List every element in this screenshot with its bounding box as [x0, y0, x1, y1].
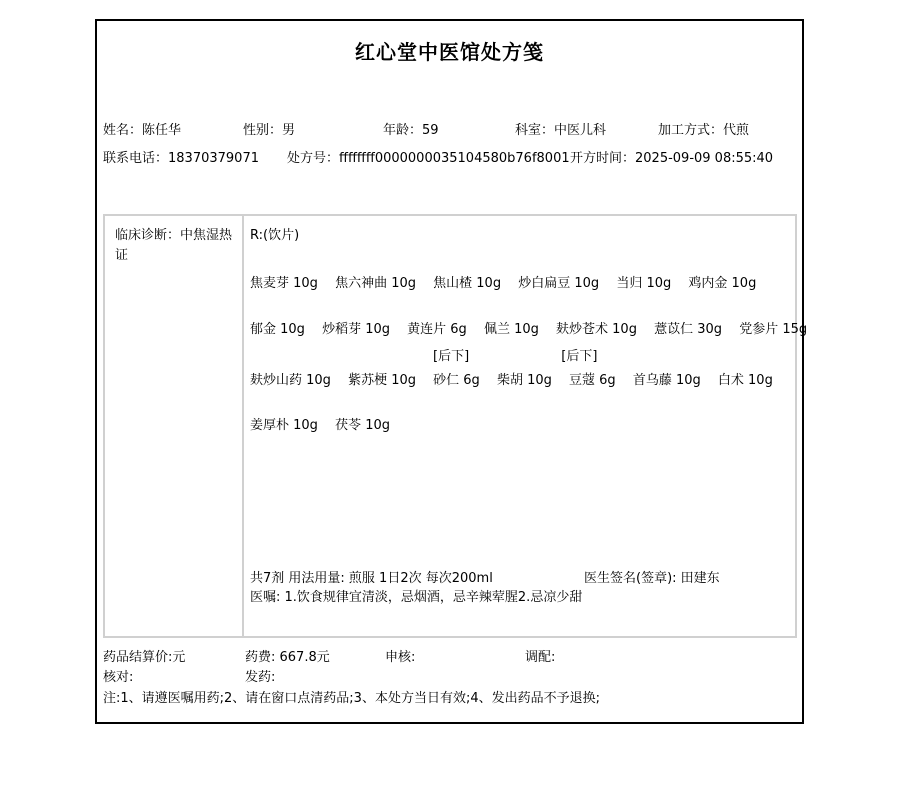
contact-phone: 联系电话：18370379071 [103, 151, 259, 166]
page-title: 红心堂中医馆处方笺 [355, 40, 544, 64]
herb-item: 焦六神曲 10g [335, 276, 417, 291]
check-field: 核对: [103, 670, 134, 685]
herb-line [250, 322, 820, 338]
prescription-number: 处方号：ffffffff0000000035104580b76f8001 [287, 151, 570, 166]
herb-item: 柴胡 10g [496, 373, 552, 388]
department: 科室：中医儿科 [515, 123, 607, 138]
footer-note: 注:1、请遵医嘱用药;2、请在窗口点清药品;3、本处方当日有效;4、发出药品不予退换; [103, 691, 600, 706]
herb-item: 党参片 15g [739, 322, 808, 337]
prescription-sheet [95, 19, 808, 724]
herb-item: 焦山楂 10g [433, 276, 502, 291]
medicine-fee: 药费: 667.8元 [245, 650, 330, 665]
herb-item: 炒白扁豆 10g [518, 276, 600, 291]
herb-item: 首乌藤 10g [632, 373, 701, 388]
herb-item: 佩兰 10g [483, 322, 539, 337]
patient-age: 年龄：59 [383, 123, 439, 138]
herb-item: 砂仁 6g [433, 373, 480, 388]
herb-item: 姜厚朴 10g [250, 418, 318, 433]
herb-item: 薏苡仁 30g [654, 322, 723, 337]
herb-line [250, 373, 786, 389]
herb-item: 麸炒苍术 10g [556, 322, 637, 337]
herb-item: 郁金 10g [250, 322, 305, 337]
usage-dosage: 共7剂 用法用量: 煎服 1日2次 每次200ml [250, 571, 493, 586]
herb-item: 紫苏梗 10g [348, 373, 417, 388]
herb-item: 麸炒山药 10g [250, 373, 331, 388]
decoction-annotation: [后下] [433, 349, 470, 364]
herb-item: 白术 10g [717, 373, 773, 388]
decoction-annotation-line [250, 349, 597, 365]
issue-time: 开方时间：2025-09-09 08:55:40 [570, 151, 774, 166]
rx-header: R:(饮片) [250, 228, 300, 243]
herb-line [250, 276, 769, 292]
herb-item: 鸡内金 10g [688, 276, 757, 291]
doctor-signature: 医生签名(签章): 田建东 [584, 571, 720, 586]
herb-item: 豆蔻 6g [569, 373, 616, 388]
prepare-field: 调配: [525, 650, 556, 665]
settlement-price: 药品结算价:元 [103, 650, 186, 665]
prescription-box [103, 214, 808, 638]
medical-advice: 医嘱: 1.饮食规律宜清淡，忌烟酒，忌辛辣荤腥2.忌凉少甜 [250, 590, 583, 605]
herb-line [250, 418, 403, 434]
clinical-diagnosis: 临床诊断：中焦湿热证 [105, 216, 244, 636]
herb-item: 当归 10g [616, 276, 672, 291]
decoction-annotation: [后下] [561, 349, 598, 364]
patient-name: 姓名：陈任华 [103, 123, 182, 138]
rx-content [244, 216, 808, 636]
herb-item: 黄连片 6g [407, 322, 467, 337]
herb-item: 炒稻芽 10g [322, 322, 391, 337]
processing-method: 加工方式：代煎 [658, 123, 750, 138]
herb-item: 茯苓 10g [335, 418, 391, 433]
dispense-field: 发药: [245, 670, 276, 685]
review-field: 申核: [385, 650, 416, 665]
patient-gender: 性别：男 [243, 123, 296, 138]
herb-item: 焦麦芽 10g [250, 276, 318, 291]
